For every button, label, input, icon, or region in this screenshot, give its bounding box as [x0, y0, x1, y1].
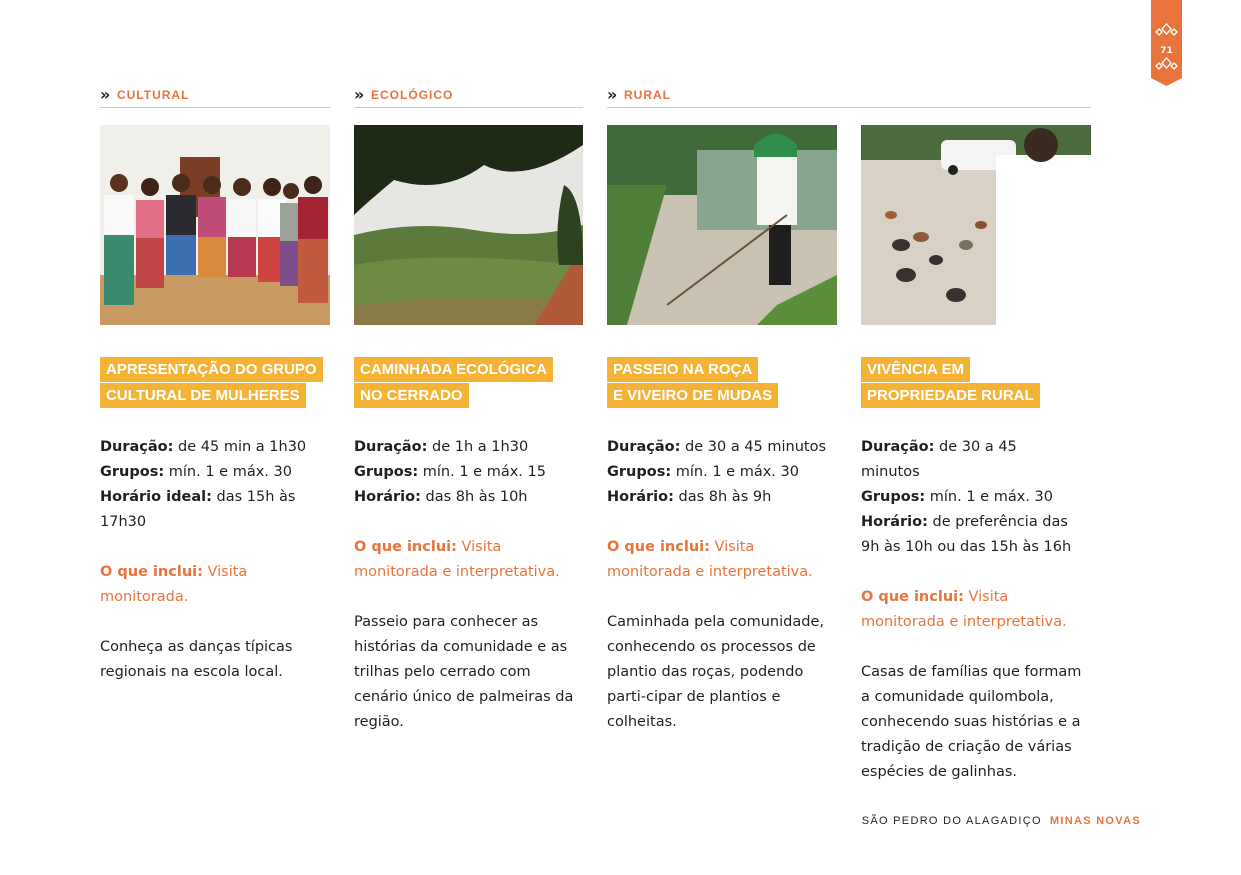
duration-label: Duração: — [354, 439, 428, 455]
footer-place: SÃO PEDRO DO ALAGADIÇO — [861, 815, 1042, 827]
activity-title — [100, 356, 336, 408]
activity-description: Conheça as danças típicas regionais na escola local. — [100, 639, 293, 680]
includes — [100, 560, 336, 610]
title-line: NO CERRADO — [354, 383, 469, 408]
photo-women-group — [100, 125, 330, 325]
groups-value: mín. 1 e máx. 15 — [418, 464, 546, 480]
photo-farm-hoeing — [607, 125, 837, 325]
activity-details — [607, 435, 843, 510]
includes-value: Visita monitorada. — [100, 564, 248, 605]
title-line: PASSEIO NA ROÇA — [607, 357, 758, 382]
includes-label: O que inclui: — [861, 589, 964, 605]
page-number-badge — [1151, 0, 1182, 86]
title-line: CAMINHADA ECOLÓGICA — [354, 357, 553, 382]
footer — [862, 815, 1141, 827]
groups-label: Grupos: — [861, 489, 926, 505]
section-header-cultural — [100, 86, 330, 108]
activity-details — [861, 435, 1076, 560]
double-chevron-icon: » — [354, 85, 365, 104]
duration-value: de 30 a 45 minutos — [861, 439, 1017, 480]
section-header-rural — [607, 86, 1091, 108]
groups-label: Grupos: — [100, 464, 165, 480]
groups-value: mín. 1 e máx. 30 — [164, 464, 292, 480]
section-label: ECOLÓGICO — [371, 88, 454, 102]
schedule-value: das 8h às 9h — [673, 489, 772, 505]
schedule-label: Horário: — [861, 514, 928, 530]
activity-title — [354, 356, 590, 408]
duration-value: de 30 a 45 minutos — [680, 439, 827, 455]
double-chevron-icon: » — [607, 85, 618, 104]
activity-description: Passeio para conhecer as histórias da comunidade e as trilhas pelo cerrado com cenário único de palmeiras da região. — [354, 614, 574, 730]
schedule-value: de preferência das 9h às 10h ou das 15h às 16h — [861, 514, 1072, 555]
section-label: CULTURAL — [117, 88, 190, 102]
includes-value: Visita monitorada e interpretativa. — [607, 539, 813, 580]
includes-value: Visita monitorada e interpretativa. — [354, 539, 560, 580]
activity-description: Casas de famílias que formam a comunidade quilombola, conhecendo suas histórias e a tradição de criação de várias espécies de galinhas. — [861, 664, 1082, 780]
title-line: CULTURAL DE MULHERES — [100, 383, 306, 408]
title-line: PROPRIEDADE RURAL — [861, 383, 1040, 408]
title-line: APRESENTAÇÃO DO GRUPO — [100, 357, 323, 382]
includes-label: O que inclui: — [354, 539, 457, 555]
includes-value: Visita monitorada e interpretativa. — [861, 589, 1067, 630]
groups-value: mín. 1 e máx. 30 — [925, 489, 1053, 505]
includes-label: O que inclui: — [100, 564, 203, 580]
groups-label: Grupos: — [354, 464, 419, 480]
includes — [607, 535, 822, 585]
schedule-value: das 15h às 17h30 — [100, 489, 296, 530]
activity-card — [354, 356, 590, 735]
duration-label: Duração: — [607, 439, 681, 455]
title-line: E VIVEIRO DE MUDAS — [607, 383, 778, 408]
footer-city: MINAS NOVAS — [1049, 815, 1141, 827]
groups-label: Grupos: — [607, 464, 672, 480]
activity-card — [100, 356, 336, 685]
schedule-label: Horário: — [354, 489, 421, 505]
duration-label: Duração: — [100, 439, 174, 455]
activity-details — [354, 435, 590, 510]
page-number: 71 — [1160, 46, 1173, 56]
schedule-label: Horário ideal: — [100, 489, 212, 505]
includes-label: O que inclui: — [607, 539, 710, 555]
schedule-label: Horário: — [607, 489, 674, 505]
section-header-ecologico — [354, 86, 583, 108]
activity-description: Caminhada pela comunidade, conhecendo os processos de plantio das roças, podendo parti-cipar de plantios e colheitas. — [607, 614, 824, 730]
duration-value: de 45 min a 1h30 — [173, 439, 307, 455]
section-label: RURAL — [624, 88, 671, 102]
title-line: VIVÊNCIA EM — [861, 357, 970, 382]
includes — [861, 585, 1086, 635]
activity-title — [861, 356, 1097, 408]
duration-value: de 1h a 1h30 — [427, 439, 529, 455]
groups-value: mín. 1 e máx. 30 — [671, 464, 799, 480]
activity-card — [607, 356, 843, 735]
schedule-value: das 8h às 10h — [420, 489, 528, 505]
activity-card — [861, 356, 1097, 785]
activity-details — [100, 435, 336, 535]
duration-label: Duração: — [861, 439, 935, 455]
includes — [354, 535, 569, 585]
photo-cerrado-landscape — [354, 125, 584, 325]
activity-title — [607, 356, 843, 408]
photo-chickens-yard — [861, 125, 1091, 325]
double-chevron-icon: » — [100, 85, 111, 104]
